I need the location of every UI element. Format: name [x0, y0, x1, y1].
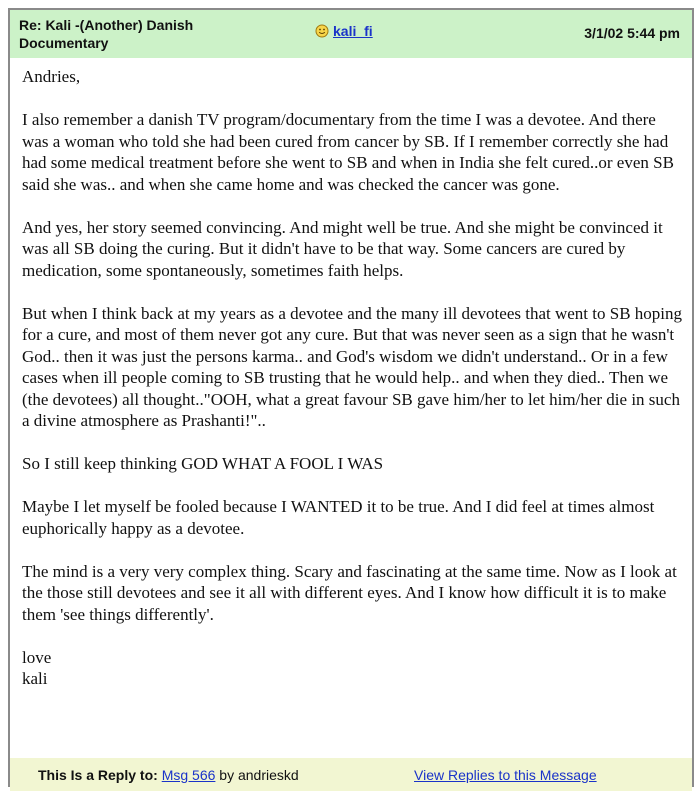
message-subject: Re: Kali -(Another) Danish Documentary [19, 17, 194, 51]
reply-author: by andrieskd [219, 767, 299, 783]
message-footer [10, 758, 692, 791]
view-replies-link[interactable]: View Replies to this Message [414, 767, 597, 783]
message-signoff: love [22, 647, 52, 667]
message-date: 3/1/02 5:44 pm [584, 25, 680, 41]
reply-info [38, 767, 299, 783]
reply-label: This Is a Reply to: [38, 767, 158, 783]
author-link[interactable]: kali_fi [333, 23, 373, 39]
smiley-icon [315, 24, 329, 38]
message-frame [8, 8, 694, 787]
message-paragraph: The mind is a very very complex thing. Scary and fascinating at the same time. Now as I look at the those still devotees and see it all with different eyes. And I know how difficult it is to make them 'see things differently'. [22, 561, 677, 624]
message-signature: kali [22, 669, 48, 688]
message-header [10, 10, 692, 58]
message-body [22, 66, 682, 690]
message-paragraph: Maybe I let myself be fooled because I WANTED it to be true. And I did feel at times almost euphorically happy as a devotee. [22, 497, 655, 538]
message-greeting: Andries, [22, 67, 81, 86]
message-paragraph: But when I think back at my years as a devotee and the many ill devotees that went to SB hoping for a cure, and most of them never got any cure. But that was never seen as a sign that he wasn't God.. then it was just the persons karma.. and God's wisdom we didn't understand.. Or in a few cases when ill people coming to SB trusting that he would help.. and when they died.. Then we (the devotees) all thought.."OOH, what a great favour SB gave him/her to let him/her die in such a divine atmosphere as Prashanti!".. [22, 303, 683, 430]
message-paragraph: So I still keep thinking GOD WHAT A FOOL I WAS [22, 454, 384, 473]
reply-to-message-link[interactable]: Msg 566 [161, 767, 216, 783]
message-paragraph: I also remember a danish TV program/documentary from the time I was a devotee. And there was a woman who told she had been cured from cancer by SB. If I remember correctly she had had some medical treatment before she went to SB and when in India she felt cured..or even SB said she was.. and when she came home and was checked the cancer was gone. [22, 110, 674, 194]
message-paragraph: And yes, her story seemed convincing. And might well be true. And she might be convinced it was all SB doing the curing. But it didn't have to be that way. Some cancers are cured by medication, some spontaneously, sometimes faith helps. [22, 217, 663, 280]
author-info [315, 23, 373, 39]
